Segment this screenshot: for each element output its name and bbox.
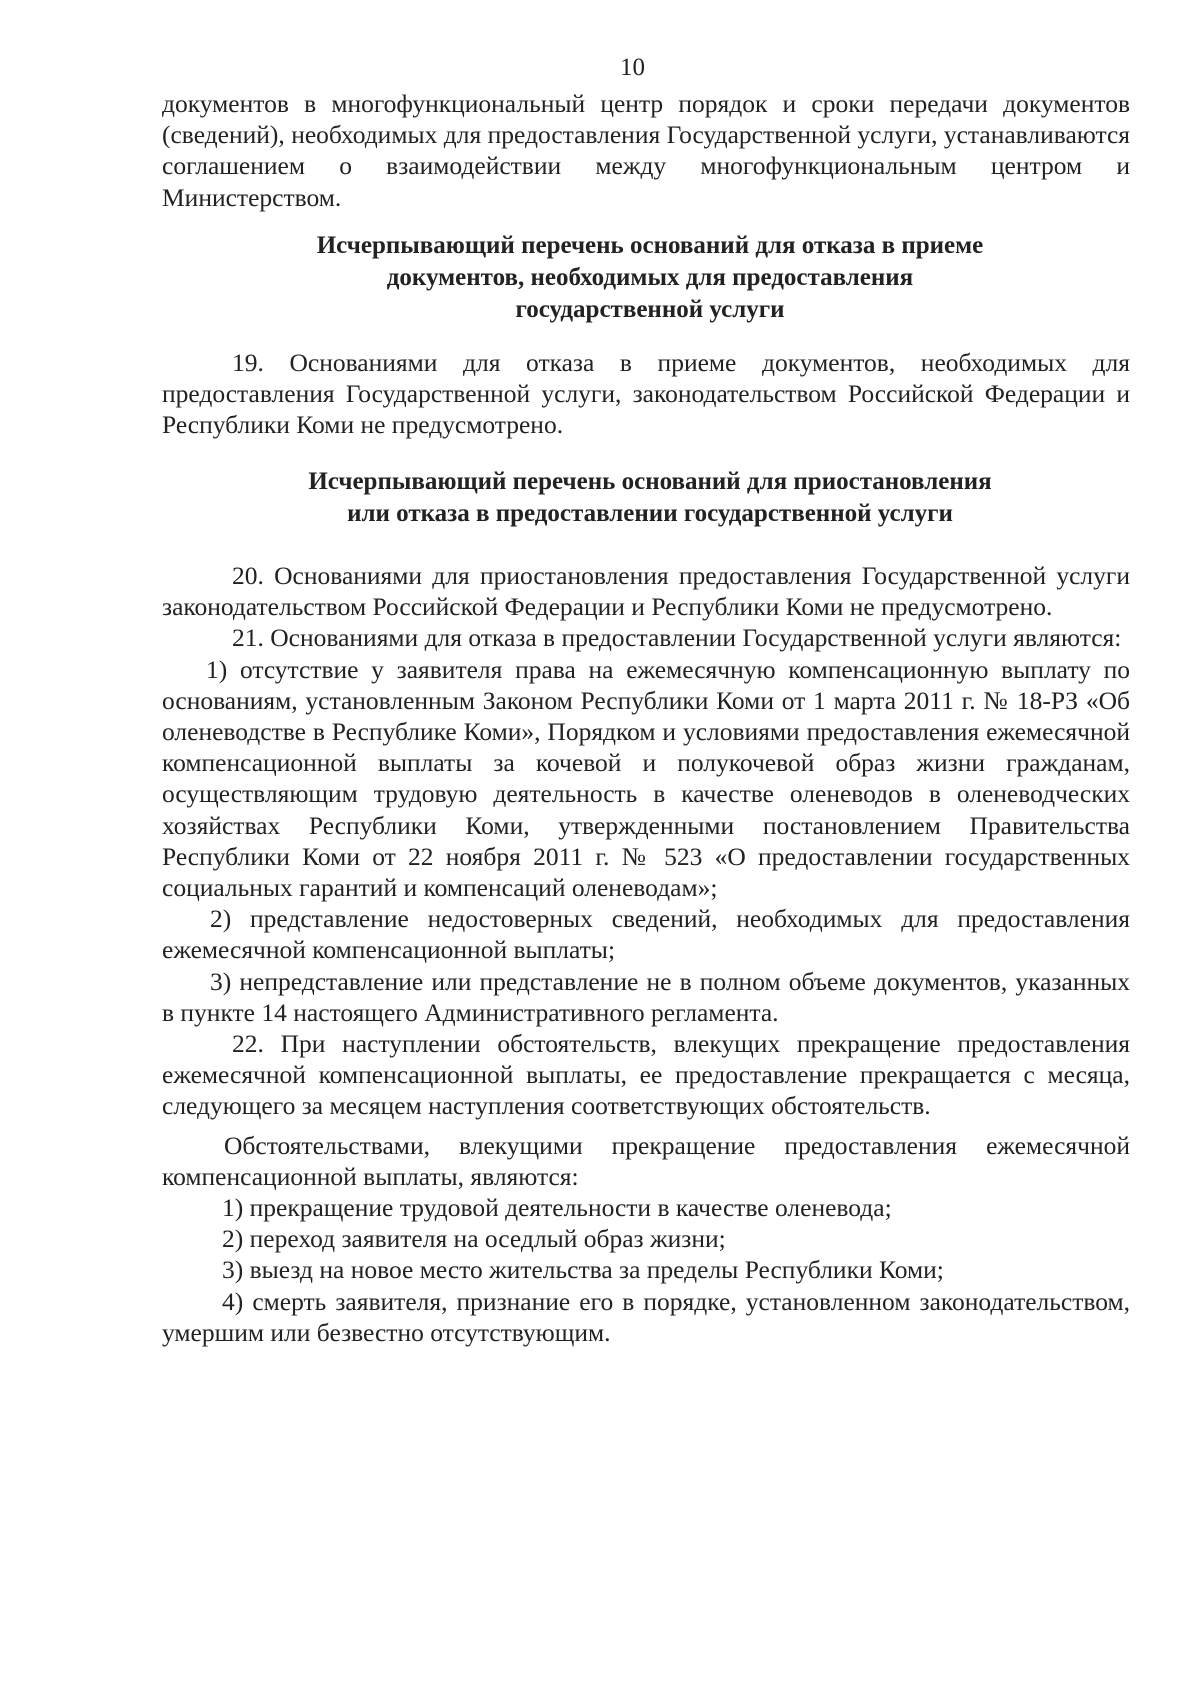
heading1-line3: государственной услуги (515, 296, 785, 323)
paragraph-22-item-2: 2) переход заявителя на оседлый образ жизни; (222, 1224, 726, 1254)
paragraph-21-item-1: 1) отсутствие у заявителя права на ежемесячную компенсационную выплату по основаниям, установленным Законом Республики Коми от 1 марта 2011 г. № 18-РЗ «Об оленеводстве в Республике Коми», Порядком и условиями предоставления ежемесячной компенсационной выплаты за кочевой и полукочевой образ жизни гражданам, осуществляющим трудовую деятельность в качестве оленеводов в оленеводческих хозяйствах Республики Коми, утвержденными постановлением Правительства Республики Коми от 22 ноября 2011 г. № 523 «О предоставлении государственных социальных гарантий и компенсаций оленеводам»; (162, 654, 1130, 903)
heading2-line2: или отказа в предоставлении государственной услуги (347, 500, 953, 527)
intro-text: документов в многофункциональный центр порядок и сроки передачи документов (сведений), необходимых для предоставления Государственной услуги, устанавливаются соглашением о взаимодействии между многофункциональным центром и Министерством. (162, 89, 1130, 212)
paragraph-20-text: 20. Основаниями для приостановления предоставления Государственной услуги законодательством Российской Федерации и Республики Коми не предусмотрено. (162, 561, 1130, 622)
paragraph-22-item-4: 4) смерть заявителя, признание его в порядке, установленном законодательством, умершим или безвестно отсутствующим. (162, 1286, 1130, 1347)
heading2-line1: Исчерпывающий перечень оснований для приостановления (308, 468, 992, 495)
paragraph-19 (162, 347, 1130, 441)
heading1-line1: Исчерпывающий перечень оснований для отказа в приеме (316, 232, 984, 259)
page-number: 10 (620, 54, 645, 81)
paragraph-21-text: 21. Основаниями для отказа в предоставлении Государственной услуги являются: (232, 623, 1122, 653)
paragraph-22-intro: Обстоятельствами, влекущими прекращение предоставления ежемесячной компенсационной выплаты, являются: (162, 1130, 1130, 1191)
paragraph-19-text: 19. Основаниями для отказа в приеме документов, необходимых для предоставления Государственной услуги, законодательством Российской Федерации и Республики Коми не предусмотрено. (162, 348, 1130, 440)
section-heading-suspension-refusal (150, 466, 1150, 530)
paragraph-22-item-1: 1) прекращение трудовой деятельности в качестве оленевода; (222, 1193, 892, 1223)
section-heading-refusal-acceptance (150, 230, 1150, 326)
paragraph-21-item-2: 2) представление недостоверных сведений, необходимых для предоставления ежемесячной компенсационной выплаты; (162, 904, 1130, 965)
paragraph-22-item-3: 3) выезд на новое место жительства за пределы Республики Коми; (222, 1255, 944, 1285)
paragraphs-20-22 (162, 560, 1130, 1348)
paragraph-21-item-3: 3) непредставление или представление не в полном объеме документов, указанных в пункте 14 настоящего Административного регламента. (162, 966, 1130, 1027)
paragraph-22-text: 22. При наступлении обстоятельств, влекущих прекращение предоставления ежемесячной компенсационной выплаты, ее предоставление прекращается с месяца, следующего за месяцем наступления соответствующих обстоятельств. (162, 1029, 1130, 1121)
intro-paragraph (162, 88, 1130, 213)
heading1-line2: документов, необходимых для предоставления (386, 264, 914, 291)
